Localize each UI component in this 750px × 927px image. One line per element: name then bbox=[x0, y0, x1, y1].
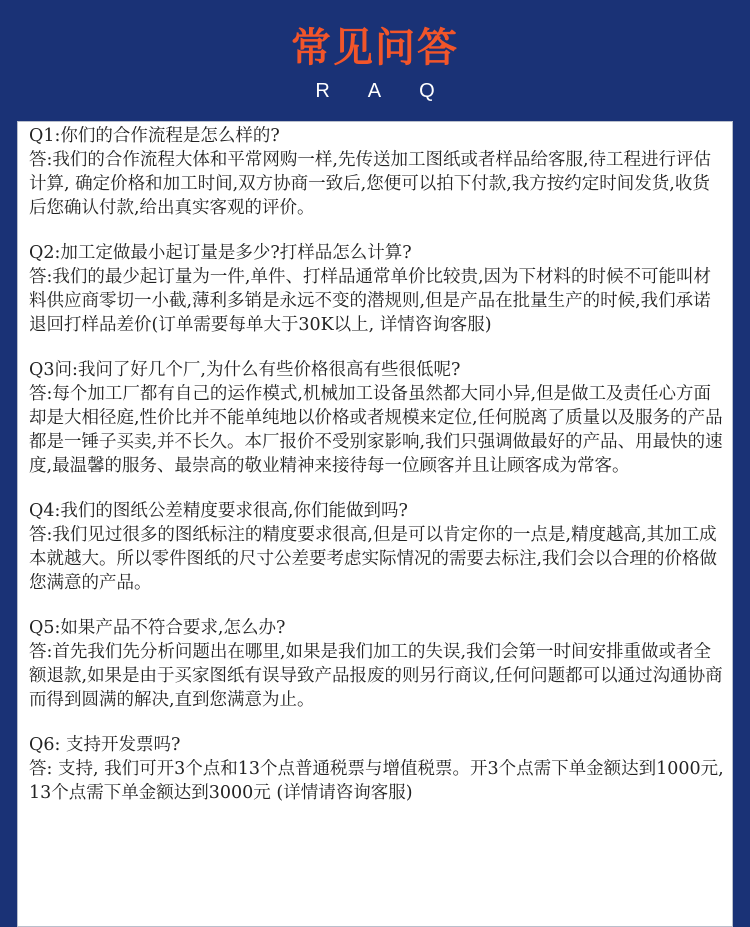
faq-item-4 bbox=[29, 499, 727, 595]
faq-item-2 bbox=[29, 241, 727, 337]
page-title: 常见问答 bbox=[291, 25, 459, 71]
page-subtitle: RAQ bbox=[315, 80, 473, 102]
faq-item-6 bbox=[29, 733, 727, 805]
faq-answer: 答:首先我们先分析问题出在哪里,如果是我们加工的失误,我们会第一时间安排重做或者全额退款,如果是由于买家图纸有误导致产品报废的则另行商议,任何问题都可以通过沟通协商而得到圆满的解决,直到您满意为止。 bbox=[29, 642, 723, 710]
faq-answer: 答:我们的最少起订量为一件,单件、打样品通常单价比较贵,因为下材料的时候不可能叫材料供应商零切一小截,薄利多销是永远不变的潜规则,但是产品在批量生产的时候,我们承诺退回打样品差价(订单需要每单大于30K以上, 详情咨询客服) bbox=[29, 267, 712, 335]
faq-question: Q6: 支持开发票吗? bbox=[29, 735, 181, 755]
faq-question: Q5:如果产品不符合要求,怎么办? bbox=[29, 618, 286, 638]
faq-item-3 bbox=[29, 358, 727, 478]
faq-question: Q2:加工定做最小起订量是多少?打样品怎么计算? bbox=[29, 243, 412, 263]
faq-item-1 bbox=[29, 124, 727, 220]
faq-answer: 答:每个加工厂都有自己的运作模式,机械加工设备虽然都大同小异,但是做工及责任心方面却是大相径庭,性价比并不能单纯地以价格或者规模来定位,任何脱离了质量以及服务的产品都是一锤子买卖,并不长久。本厂报价不受别家影响,我们只强调做最好的产品、用最快的速度,最温馨的服务、最崇高的敬业精神来接待每一位顾客并且让顾客成为常客。 bbox=[29, 384, 723, 476]
faq-question: Q1:你们的合作流程是怎么样的? bbox=[29, 126, 280, 146]
faq-answer: 答:我们见过很多的图纸标注的精度要求很高,但是可以肯定你的一点是,精度越高,其加工成本就越大。所以零件图纸的尺寸公差要考虑实际情况的需要去标注,我们会以合理的价格做您满意的产品。 bbox=[29, 525, 718, 593]
faq-question: Q3问:我问了好几个厂,为什么有些价格很高有些很低呢? bbox=[29, 360, 461, 380]
faq-answer: 答: 支持, 我们可开3个点和13个点普通税票与增值税票。开3个点需下单金额达到1000元, 13个点需下单金额达到3000元 (详情请咨询客服) bbox=[29, 759, 724, 803]
faq-list bbox=[29, 124, 727, 826]
faq-answer: 答:我们的合作流程大体和平常网购一样,先传送加工图纸或者样品给客服,待工程进行评估计算, 确定价格和加工时间,双方协商一致后,您便可以拍下付款,我方按约定时间发货,收货后您确认付款,给出真实客观的评价。 bbox=[29, 150, 712, 218]
faq-question: Q4:我们的图纸公差精度要求很高,你们能做到吗? bbox=[29, 501, 408, 521]
faq-item-5 bbox=[29, 616, 727, 712]
header bbox=[0, 0, 750, 122]
faq-panel bbox=[17, 121, 733, 927]
